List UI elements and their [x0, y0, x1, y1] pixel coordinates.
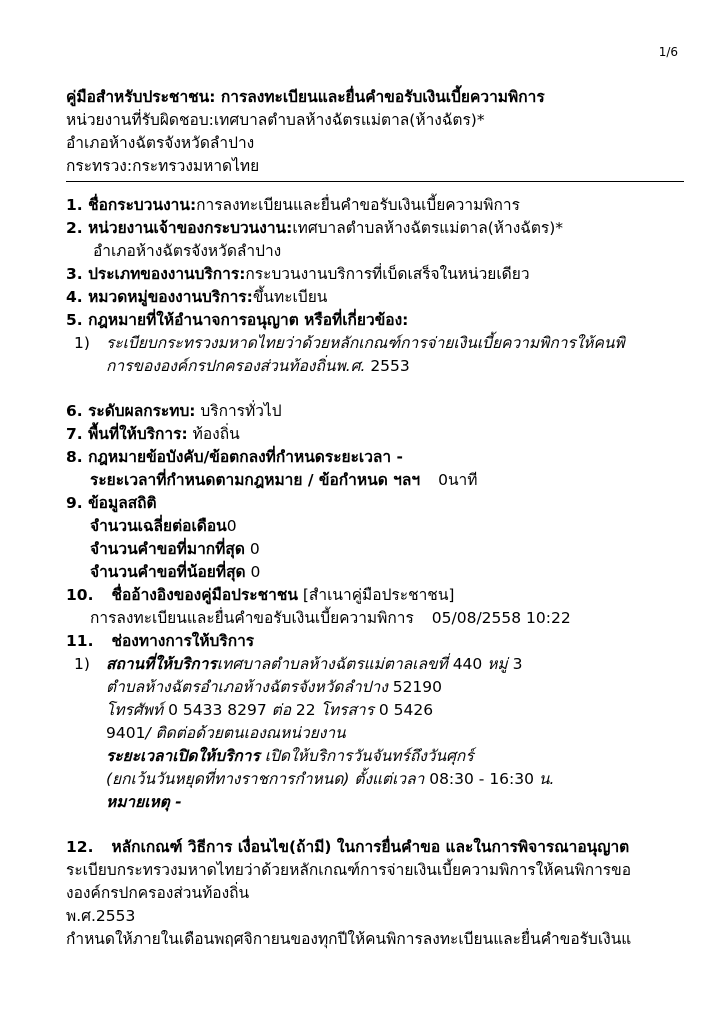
item-2-value-line2: อำเภอห้างฉัตรจังหวัดลำปาง [93, 242, 282, 260]
item-10-date: 05/08/2558 10:22 [431, 609, 571, 627]
item-4-label: 4. หมวดหมู่ของงานบริการ: [66, 288, 253, 306]
item-8-sub-label: ระยะเวลาที่กำหนดตามกฎหมาย / ข้อกำหนด ฯลฯ [90, 471, 421, 489]
item-3 [66, 263, 686, 286]
stat-min-value: 0 [245, 563, 261, 581]
item-2-value: เทศบาลตำบลห้างฉัตรแม่ตาล(ห้างฉัตร)* [292, 219, 564, 237]
item-8-sub [66, 469, 686, 492]
item-4 [66, 286, 686, 309]
service-place-label: สถานที่ให้บริการ [106, 655, 217, 673]
stat-min-label: จำนวนคำขอที่น้อยที่สุด [90, 563, 246, 581]
item-5-subitem-number: 1) [74, 334, 90, 352]
fax-value-cont: 9401 [106, 724, 146, 742]
stat-average-label: จำนวนเฉลี่ยต่อเดือน [90, 517, 227, 535]
item-1 [66, 194, 686, 217]
service-place-postcode: 52190 [387, 678, 443, 696]
item-11-title: ช่องทางการให้บริการ [111, 632, 255, 650]
item-7-value: ท้องถิ่น [187, 425, 240, 443]
note-label: หมายเหตุ - [106, 793, 182, 811]
item-12-line4: กำหนดให้ภายในเดือนพฤศจิกายนของทุกปีให้คนพิการลงทะเบียนและยื่นคำขอรับเงินแ [66, 930, 632, 948]
item-10-title: ชื่ออ้างอิงของคู่มือประชาชน [111, 586, 298, 604]
extension-value: 22 [291, 701, 321, 719]
item-9-label: 9. ข้อมูลสถิติ [66, 494, 157, 512]
item-5-subitem-year: 2553 [365, 357, 410, 375]
responsible-agency: หน่วยงานที่รับผิดชอบ:เทศบาลตำบลห้างฉัตรแม่ตาล(ห้างฉัตร)* [66, 111, 485, 129]
service-place-moo: หมู่ [487, 655, 508, 673]
item-11-subitem [66, 653, 686, 814]
item-10-bracket: [สำเนาคู่มือประชาชน] [297, 586, 455, 604]
service-place-number: 440 [447, 655, 488, 673]
item-6-label: 6. ระดับผลกระทบ: [66, 402, 196, 420]
document-header [66, 86, 686, 178]
hours-unit: น. [538, 770, 555, 788]
item-1-label: 1. ชื่อกระบวนงาน: [66, 196, 197, 214]
item-12-line3: พ.ศ.2553 [66, 907, 136, 925]
header-divider [66, 181, 684, 182]
item-10-line2 [66, 607, 686, 630]
item-8-sub-value: 0นาที [438, 471, 478, 489]
document-body [66, 194, 686, 951]
item-12 [66, 836, 686, 859]
item-3-label: 3. ประเภทของงานบริการ: [66, 265, 246, 283]
item-12-title: หลักเกณฑ์ วิธีการ เงื่อนไข(ถ้ามี) ในการยื่นคำขอ และในการพิจารณาอนุญาต [111, 838, 630, 856]
ministry: กระทรวง:กระทรวงมหาดไทย [66, 157, 260, 175]
fax-label: โทรสาร [320, 701, 374, 719]
hours-label: ระยะเวลาเปิดให้บริการ [106, 747, 260, 765]
stat-max-value: 0 [244, 540, 260, 558]
item-11-subitem-number: 1) [74, 655, 90, 673]
item-11-number: 11. [66, 632, 94, 650]
service-place-line2: ตำบลห้างฉัตรอำเภอห้างฉัตรจังหวัดลำปาง [106, 678, 388, 696]
page-number: 1/6 [658, 45, 678, 59]
item-7 [66, 423, 686, 446]
phone-value: 0 5433 8297 [163, 701, 272, 719]
item-5-subitem-line2: การขององค์กรปกครองส่วนท้องถิ่นพ.ศ. [106, 357, 366, 375]
item-2-label: 2. หน่วยงานเจ้าของกระบวนงาน: [66, 219, 293, 237]
item-10-reference: การลงทะเบียนและยื่นคำขอรับเงินเบี้ยความพิการ [90, 609, 414, 627]
hours-time: 08:30 - 16:30 [424, 770, 539, 788]
item-3-value: กระบวนงานบริการที่เบ็ดเสร็จในหน่วยเดียว [245, 265, 530, 283]
district: อำเภอห้างฉัตรจังหวัดลำปาง [66, 134, 255, 152]
extension-label: ต่อ [271, 701, 291, 719]
item-6-value: บริการทั่วไป [195, 402, 282, 420]
service-place-moo-number: 3 [507, 655, 523, 673]
document-title: คู่มือสำหรับประชาชน: การลงทะเบียนและยื่นคำขอรับเงินเบี้ยความพิการ [66, 88, 545, 106]
item-2 [66, 217, 686, 240]
item-1-value: การลงทะเบียนและยื่นคำขอรับเงินเบี้ยความพิการ [196, 196, 520, 214]
item-11 [66, 630, 686, 653]
item-5-label: 5. กฎหมายที่ให้อำนาจการอนุญาต หรือที่เกี่ยวข้อง: [66, 311, 409, 329]
stat-min [66, 561, 686, 584]
hours-value: เปิดให้บริการวันจันทร์ถึงวันศุกร์ [259, 747, 474, 765]
item-6 [66, 400, 686, 423]
hours-line2: (ยกเว้นวันหยุดที่ทางราชการกำหนด) ตั้งแต่เวลา [106, 770, 425, 788]
item-7-label: 7. พื้นที่ให้บริการ: [66, 425, 188, 443]
phone-label: โทรศัพท์ [106, 701, 164, 719]
stat-average-value: 0 [226, 517, 237, 535]
stat-average [66, 515, 686, 538]
item-5-subitem-line1: ระเบียบกระทรวงมหาดไทยว่าด้วยหลักเกณฑ์การจ่ายเงินเบี้ยความพิการให้คนพิ [106, 334, 625, 352]
contact-in-person: / ติดต่อด้วยตนเองณหน่วยงาน [145, 724, 346, 742]
fax-value: 0 5426 [373, 701, 434, 719]
item-12-line2: งองค์กรปกครองส่วนท้องถิ่น [66, 884, 250, 902]
service-place-value: เทศบาลตำบลห้างฉัตรแม่ตาลเลขที่ [216, 655, 448, 673]
item-12-number: 12. [66, 838, 94, 856]
stat-max [66, 538, 686, 561]
item-12-line1: ระเบียบกระทรวงมหาดไทยว่าด้วยหลักเกณฑ์การจ่ายเงินเบี้ยความพิการให้คนพิการขอ [66, 861, 632, 879]
item-10 [66, 584, 686, 607]
item-4-value: ขึ้นทะเบียน [252, 288, 328, 306]
item-8-label: 8. กฎหมายข้อบังคับ/ข้อตกลงที่กำหนดระยะเวลา - [66, 448, 403, 466]
item-10-number: 10. [66, 586, 94, 604]
stat-max-label: จำนวนคำขอที่มากที่สุด [90, 540, 245, 558]
item-5-subitem [66, 332, 686, 378]
